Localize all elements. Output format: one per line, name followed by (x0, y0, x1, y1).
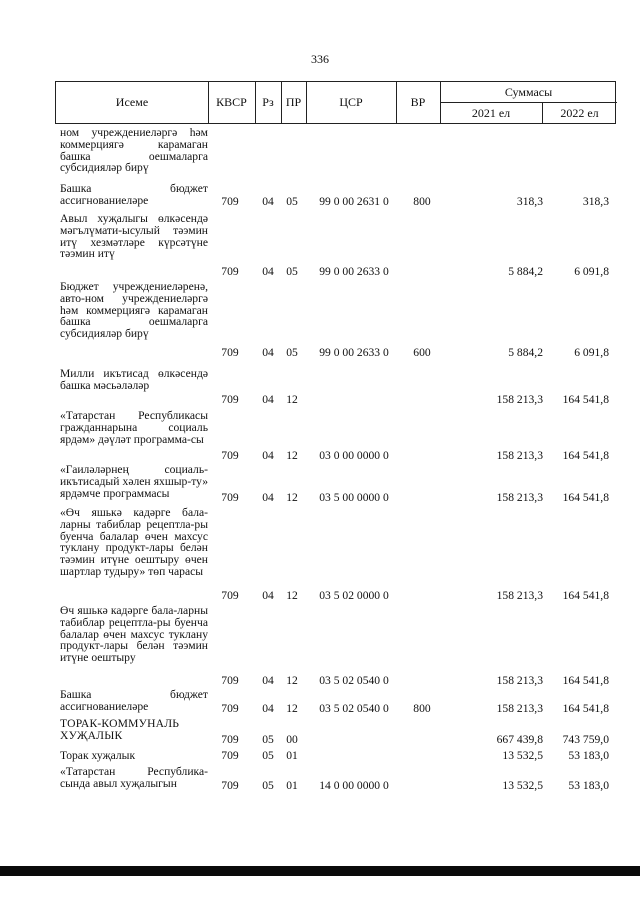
row-csr: 03 5 02 0540 0 (319, 702, 389, 715)
row-pr: 05 (286, 265, 298, 278)
row-kvsr: 709 (221, 702, 239, 715)
row-csr: 03 5 02 0540 0 (319, 674, 389, 687)
row-rz: 05 (262, 749, 274, 762)
row-name: ном учреждениеләргә һәм коммерциягә карамаган башка оешмаларга субсидияләр бирү (60, 126, 208, 175)
row-sum-2021: 13 532,5 (502, 749, 543, 762)
row-vr: 800 (413, 195, 431, 208)
header-year-2022: 2022 ел (560, 105, 599, 120)
row-pr: 01 (286, 749, 298, 762)
row-sum-2022: 6 091,8 (574, 265, 609, 278)
row-sum-2022: 743 759,0 (562, 733, 609, 746)
row-csr: 14 0 00 0000 0 (319, 779, 389, 792)
row-csr: 99 0 00 2633 0 (319, 265, 389, 278)
row-kvsr: 709 (221, 491, 239, 504)
row-sum-2022: 53 183,0 (568, 779, 609, 792)
row-pr: 05 (286, 195, 298, 208)
row-sum-2021: 5 884,2 (508, 346, 543, 359)
row-sum-2022: 318,3 (582, 195, 609, 208)
header-vr: ВР (410, 95, 426, 109)
row-name: «Гаиләләрнең социаль-икътисадый хәлен яхшыр-ту» ярдәмче программасы (60, 463, 208, 500)
row-rz: 04 (262, 674, 274, 687)
row-sum-2021: 318,3 (516, 195, 543, 208)
row-pr: 12 (286, 491, 298, 504)
row-kvsr: 709 (221, 749, 239, 762)
row-sum-2021: 13 532,5 (502, 779, 543, 792)
row-csr: 99 0 00 2633 0 (319, 346, 389, 359)
row-sum-2021: 158 213,3 (496, 491, 543, 504)
row-kvsr: 709 (221, 674, 239, 687)
row-sum-2021: 158 213,3 (496, 393, 543, 406)
header-kvsr: КВСР (216, 95, 247, 109)
row-pr: 05 (286, 346, 298, 359)
row-kvsr: 709 (221, 346, 239, 359)
row-sum-2021: 5 884,2 (508, 265, 543, 278)
row-sum-2022: 164 541,8 (562, 674, 609, 687)
row-sum-2021: 158 213,3 (496, 589, 543, 602)
row-name: Авыл хуҗалыгы өлкәсендә мәгълүмати-ысулый тәэмин итү хезмәтләре күрсәтүне тәэмин итү (60, 212, 208, 261)
header-pr: ПР (285, 95, 302, 109)
row-pr: 12 (286, 674, 298, 687)
row-csr: 03 5 02 0000 0 (319, 589, 389, 602)
header-csr: ЦСР (339, 95, 363, 109)
row-name: ТОРАК-КОММУНАЛЬ ХУҖАЛЫК (60, 717, 180, 742)
row-kvsr: 709 (221, 265, 239, 278)
row-csr: 03 0 00 0000 0 (319, 449, 389, 462)
row-rz: 04 (262, 589, 274, 602)
row-pr: 12 (286, 702, 298, 715)
row-rz: 04 (262, 346, 274, 359)
row-name: Башка бюджет ассигнованиеләре (60, 688, 208, 713)
row-name: Бюджет учреждениеләренә, авто-ном учреждениеләргә һәм коммерциягә карамаган башка оешмаларга субсидияләр бирү (60, 280, 208, 341)
row-pr: 00 (286, 733, 298, 746)
row-kvsr: 709 (221, 733, 239, 746)
row-pr: 12 (286, 589, 298, 602)
row-vr: 600 (413, 346, 431, 359)
page-number: 336 (311, 52, 329, 66)
scan-edge-bar (0, 866, 640, 876)
row-name: «Татарстан Республикасы гражданнарына социаль ярдәм» дәүләт программа-сы (60, 409, 208, 446)
row-sum-2022: 6 091,8 (574, 346, 609, 359)
row-sum-2022: 53 183,0 (568, 749, 609, 762)
header-year-2021: 2021 ел (471, 105, 511, 120)
row-sum-2022: 164 541,8 (562, 491, 609, 504)
row-rz: 05 (262, 779, 274, 792)
header-rz: Рз (262, 95, 274, 109)
row-sum-2022: 164 541,8 (562, 393, 609, 406)
row-rz: 04 (262, 702, 274, 715)
row-name: Милли икътисад өлкәсендә башка мәсьәләләр (60, 367, 208, 392)
row-sum-2022: 164 541,8 (562, 589, 609, 602)
row-rz: 04 (262, 265, 274, 278)
row-name: Өч яшькә кадәрге бала-ларны табиблар рецептла-ры буенча балалар өчен махсус туклану продукт-лары белән тәэмин итүне оештыру (60, 604, 208, 665)
row-csr: 99 0 00 2631 0 (319, 195, 389, 208)
row-name: «Өч яшькә кадәрге бала-ларны табиблар рецептла-ры буенча балалар өчен махсус туклану продукт-лары белән тәэмин итүне оештыру өчен шартлар тудыру» төп чарасы (60, 506, 208, 578)
table-header (55, 81, 616, 124)
row-sum-2021: 158 213,3 (496, 702, 543, 715)
row-kvsr: 709 (221, 195, 239, 208)
header-sums: Суммасы (504, 84, 553, 99)
row-sum-2022: 164 541,8 (562, 449, 609, 462)
row-rz: 05 (262, 733, 274, 746)
row-pr: 01 (286, 779, 298, 792)
row-rz: 04 (262, 195, 274, 208)
row-pr: 12 (286, 393, 298, 406)
row-kvsr: 709 (221, 589, 239, 602)
row-csr: 03 5 00 0000 0 (319, 491, 389, 504)
row-rz: 04 (262, 449, 274, 462)
header-name: Исеме (115, 95, 149, 109)
row-vr: 800 (413, 702, 431, 715)
row-kvsr: 709 (221, 393, 239, 406)
row-sum-2021: 158 213,3 (496, 674, 543, 687)
row-name: Торак хуҗалык (60, 749, 136, 762)
row-pr: 12 (286, 449, 298, 462)
row-name: Башка бюджет ассигнованиеләре (60, 182, 208, 207)
row-rz: 04 (262, 491, 274, 504)
row-rz: 04 (262, 393, 274, 406)
row-sum-2022: 164 541,8 (562, 702, 609, 715)
row-sum-2021: 158 213,3 (496, 449, 543, 462)
row-kvsr: 709 (221, 779, 239, 792)
row-name: «Татарстан Республика-сында авыл хуҗалыгын (60, 765, 208, 790)
row-sum-2021: 667 439,8 (496, 733, 543, 746)
row-kvsr: 709 (221, 449, 239, 462)
